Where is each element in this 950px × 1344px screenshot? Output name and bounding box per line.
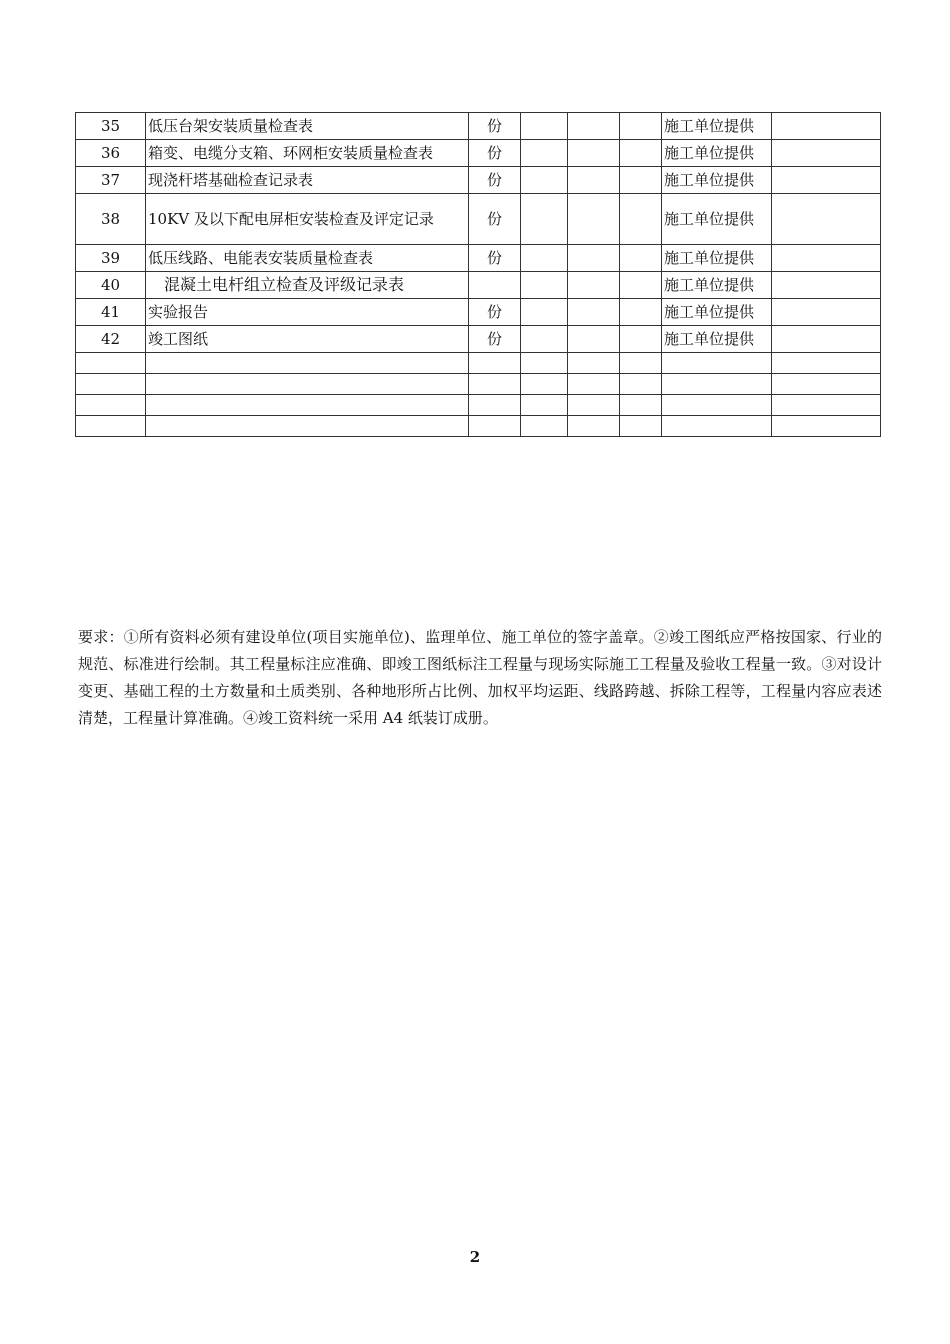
row-provider: 施工单位提供 [662,140,772,167]
row-unit: 份 [469,299,521,326]
row-cell-empty [568,326,620,353]
table-row [76,113,881,140]
row-number: 39 [76,245,146,272]
row-number: 40 [76,272,146,299]
row-cell-empty [521,167,568,194]
row-cell-empty [772,299,881,326]
row-cell-empty [772,272,881,299]
row-cell-empty [521,416,568,437]
row-cell-empty [662,374,772,395]
row-cell-empty [620,245,662,272]
row-cell-empty [146,374,469,395]
row-cell-empty [521,395,568,416]
row-name: 箱变、电缆分支箱、环网柜安装质量检查表 [146,140,469,167]
row-cell-empty [76,374,146,395]
row-cell-empty [568,167,620,194]
row-cell-empty [521,353,568,374]
row-cell-empty [521,245,568,272]
row-unit: 份 [469,194,521,245]
row-cell-empty [568,416,620,437]
row-unit [469,272,521,299]
row-provider: 施工单位提供 [662,113,772,140]
table-row [76,194,881,245]
row-cell-empty [469,395,521,416]
row-cell-empty [620,416,662,437]
row-cell-empty [568,194,620,245]
table-row [76,140,881,167]
row-cell-empty [521,113,568,140]
table-row-empty [76,416,881,437]
table-row [76,326,881,353]
row-name: 竣工图纸 [146,326,469,353]
table-row [76,299,881,326]
requirements-paragraph: 要求：①所有资料必须有建设单位(项目实施单位)、监理单位、施工单位的签字盖章。②竣工图纸应严格按国家、行业的规范、标准进行绘制。其工程量标注应准确、即竣工图纸标注工程量与现场实际施工工程量及验收工程量一致。③对设计变更、基础工程的土方数量和土质类别、各种地形所占比例、加权平均运距、线路跨越、拆除工程等，工程量内容应表述清楚，工程量计算准确。④竣工资料统一采用 A4 纸装订成册。 [78,628,882,727]
row-cell-empty [620,113,662,140]
row-name: 混凝土电杆组立检查及评级记录表 [146,272,469,299]
row-cell-empty [620,374,662,395]
row-cell-empty [521,374,568,395]
page-number: 2 [469,1248,481,1266]
row-name: 低压台架安装质量检查表 [146,113,469,140]
row-cell-empty [620,140,662,167]
row-cell-empty [620,272,662,299]
row-cell-empty [521,299,568,326]
row-cell-empty [772,245,881,272]
row-cell-empty [772,395,881,416]
row-name: 现浇杆塔基础检查记录表 [146,167,469,194]
row-provider: 施工单位提供 [662,326,772,353]
row-cell-empty [772,416,881,437]
row-provider: 施工单位提供 [662,167,772,194]
row-unit: 份 [469,167,521,194]
table-row-empty [76,374,881,395]
row-cell-empty [662,416,772,437]
row-cell-empty [146,416,469,437]
row-cell-empty [772,194,881,245]
row-number: 36 [76,140,146,167]
document-table [75,112,881,437]
table-row [76,245,881,272]
row-number: 37 [76,167,146,194]
table-row [76,167,881,194]
row-cell-empty [76,416,146,437]
row-cell-empty [620,299,662,326]
row-cell-empty [568,245,620,272]
row-cell-empty [620,353,662,374]
row-cell-empty [521,272,568,299]
row-cell-empty [568,353,620,374]
row-cell-empty [76,395,146,416]
row-cell-empty [76,353,146,374]
row-unit: 份 [469,245,521,272]
row-cell-empty [620,194,662,245]
row-cell-empty [521,140,568,167]
row-cell-empty [772,353,881,374]
row-unit: 份 [469,326,521,353]
row-cell-empty [568,272,620,299]
row-cell-empty [620,395,662,416]
table-row-empty [76,353,881,374]
row-name: 低压线路、电能表安装质量检查表 [146,245,469,272]
row-cell-empty [772,167,881,194]
row-number: 42 [76,326,146,353]
row-provider: 施工单位提供 [662,194,772,245]
row-cell-empty [568,374,620,395]
row-name: 10KV 及以下配电屏柜安装检查及评定记录 [146,194,469,245]
row-cell-empty [521,194,568,245]
table-row [76,272,881,299]
row-cell-empty [568,140,620,167]
row-number: 38 [76,194,146,245]
row-number: 41 [76,299,146,326]
row-cell-empty [620,326,662,353]
row-unit: 份 [469,113,521,140]
row-name: 实验报告 [146,299,469,326]
row-cell-empty [469,353,521,374]
row-cell-empty [568,299,620,326]
row-unit: 份 [469,140,521,167]
row-cell-empty [772,113,881,140]
row-provider: 施工单位提供 [662,299,772,326]
row-provider: 施工单位提供 [662,272,772,299]
row-cell-empty [146,395,469,416]
row-cell-empty [469,416,521,437]
row-cell-empty [568,113,620,140]
row-cell-empty [662,353,772,374]
row-cell-empty [772,326,881,353]
row-provider: 施工单位提供 [662,245,772,272]
row-cell-empty [620,167,662,194]
row-cell-empty [521,326,568,353]
table-row-empty [76,395,881,416]
row-cell-empty [772,374,881,395]
row-cell-empty [662,395,772,416]
row-number: 35 [76,113,146,140]
row-cell-empty [469,374,521,395]
row-cell-empty [568,395,620,416]
row-cell-empty [772,140,881,167]
row-cell-empty [146,353,469,374]
